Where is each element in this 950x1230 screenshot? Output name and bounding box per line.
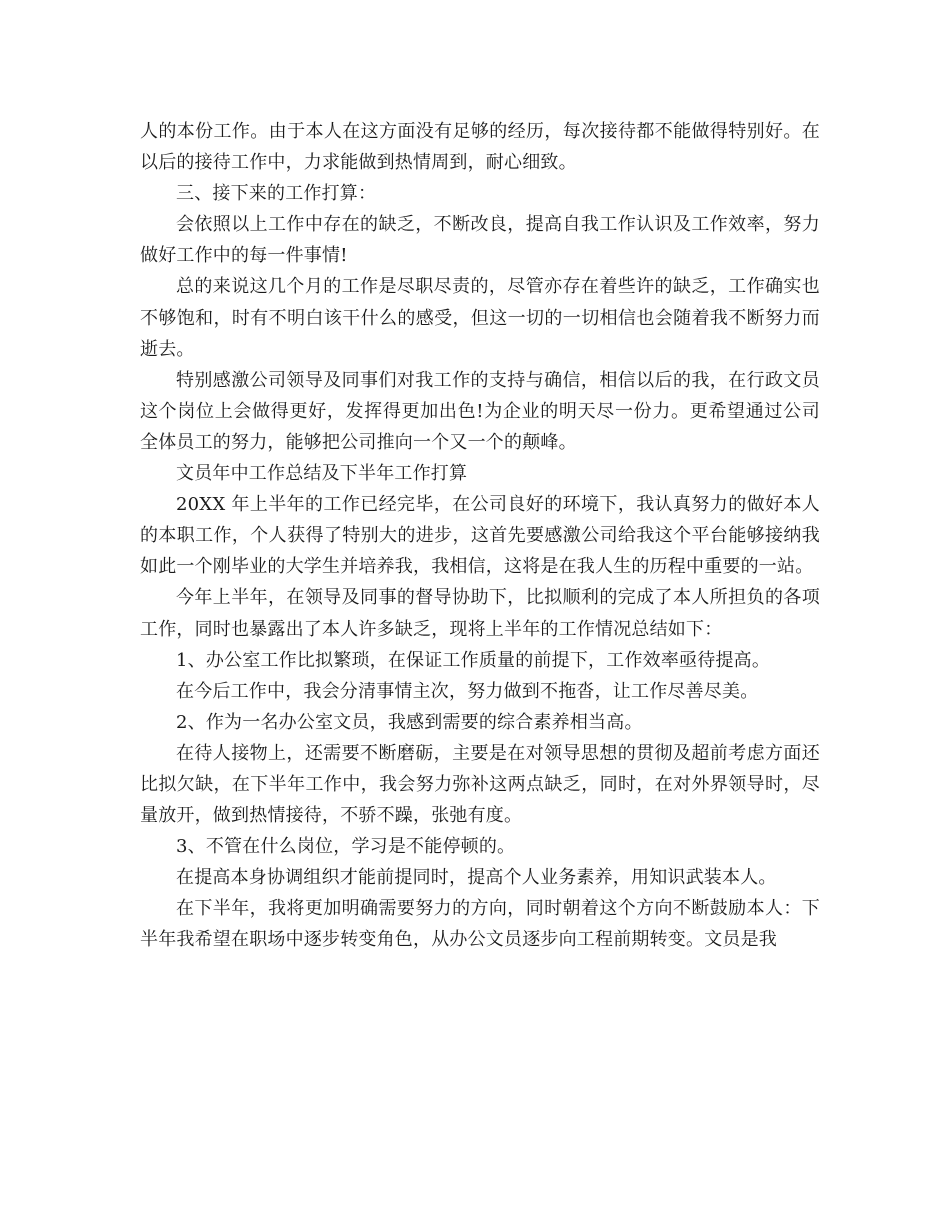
document-body bbox=[140, 116, 820, 956]
paragraph-13: 3、不管在什么岗位，学习是不能停顿的。 bbox=[176, 836, 516, 858]
paragraph-15: 在下半年，我将更加明确需要努力的方向，同时朝着这个方向不断鼓励本人：下半年我希望在职场中逐步转变角色，从办公文员逐步向工程前期转变。文员是我 bbox=[140, 898, 820, 951]
paragraph-1: 人的本份工作。由于本人在这方面没有足够的经历，每次接待都不能做得特别好。在以后的接待工作中，力求能做到热情周到，耐心细致。 bbox=[140, 121, 820, 174]
paragraph-3: 会依照以上工作中存在的缺乏，不断改良，提高自我工作认识及工作效率，努力做好工作中的每一件事情! bbox=[140, 214, 820, 267]
paragraph-11: 2、作为一名办公室文员，我感到需要的综合素养相当高。 bbox=[176, 711, 643, 733]
paragraph-2: 三、接下来的工作打算： bbox=[176, 183, 377, 205]
paragraph-8: 今年上半年，在领导及同事的督导协助下，比拟顺利的完成了本人所担负的各项工作，同时也暴露出了本人许多缺乏，现将上半年的工作情况总结如下： bbox=[140, 587, 820, 640]
paragraph-14: 在提高本身协调组织才能前提同时，提高个人业务素养，用知识武装本人。 bbox=[176, 867, 777, 889]
paragraph-9: 1、办公室工作比拟繁琐，在保证工作质量的前提下，工作效率亟待提高。 bbox=[176, 649, 771, 671]
paragraph-7: 20XX 年上半年的工作已经完毕，在公司良好的环境下，我认真努力的做好本人的本职工作，个人获得了特别大的进步，这首先要感激公司给我这个平台能够接纳我如此一个刚毕业的大学生并培养我，我相信，这将是在我人生的历程中重要的一站。 bbox=[140, 494, 820, 578]
paragraph-12: 在待人接物上，还需要不断磨砺，主要是在对领导思想的贯彻及超前考虑方面还比拟欠缺，在下半年工作中，我会努力弥补这两点缺乏，同时，在对外界领导时，尽量放开，做到热情接待，不骄不躁，张弛有度。 bbox=[140, 742, 820, 827]
section-title: 文员年中工作总结及下半年工作打算 bbox=[176, 463, 468, 485]
paragraph-10: 在今后工作中，我会分清事情主次，努力做到不拖沓，让工作尽善尽美。 bbox=[176, 680, 759, 702]
paragraph-4: 总的来说这几个月的工作是尽职尽责的，尽管亦存在着些许的缺乏，工作确实也不够饱和，时有不明白该干什么的感受，但这一切的一切相信也会随着我不断努力而逝去。 bbox=[140, 276, 820, 360]
paragraph-5: 特别感激公司领导及同事们对我工作的支持与确信，相信以后的我，在行政文员这个岗位上会做得更好，发挥得更加出色!为企业的明天尽一份力。更希望通过公司全体员工的努力，能够把公司推向一个又一个的颠峰。 bbox=[140, 369, 820, 453]
